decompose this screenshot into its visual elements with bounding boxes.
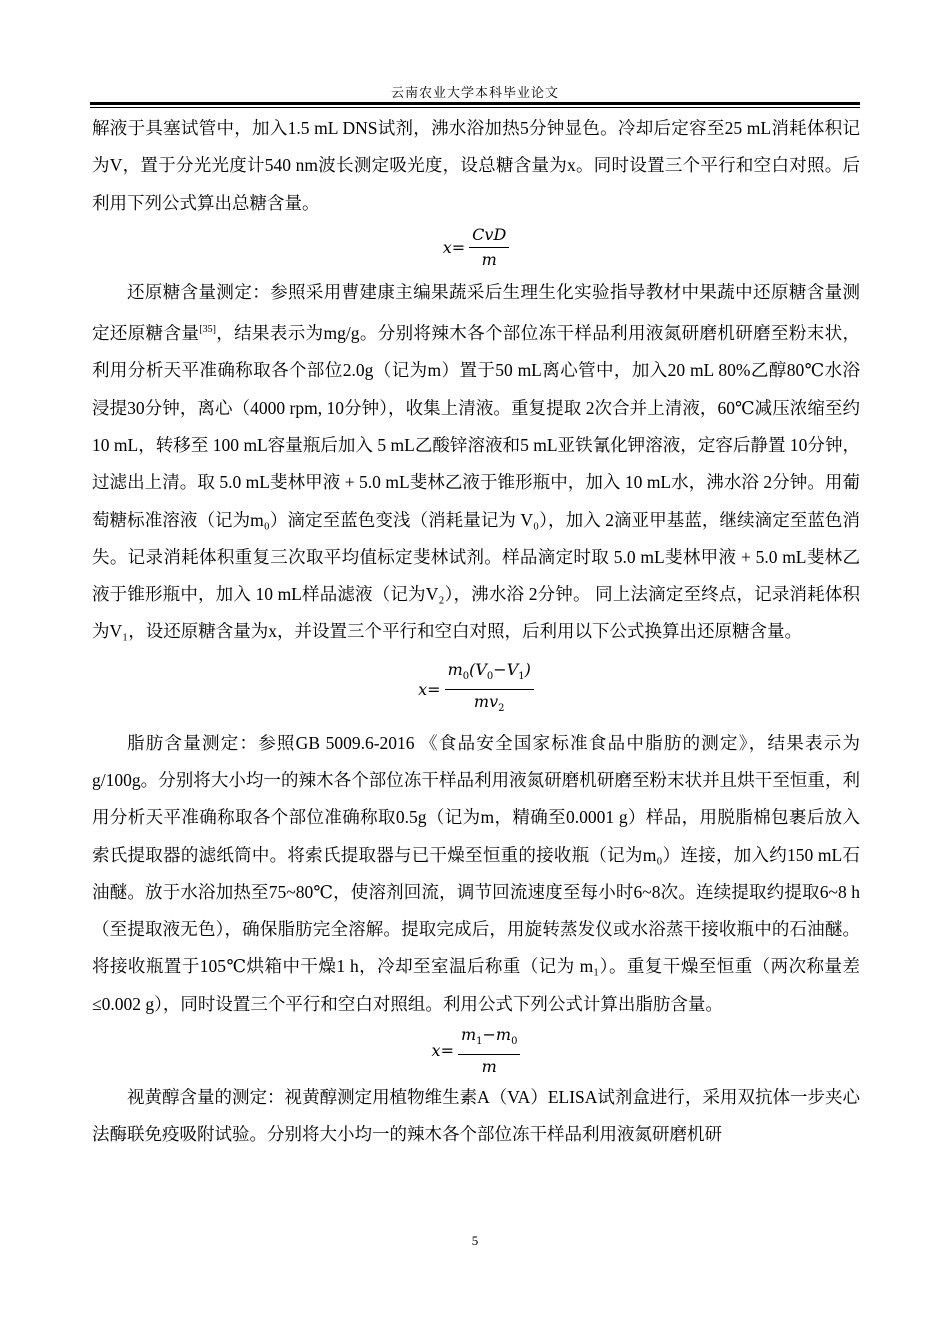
paragraph-fat: 脂肪含量测定：参照GB 5009.6-2016 《食品安全国家标准食品中脂肪的测定》，结果表示为g/100g。分别将大小均一的辣木各个部位冻干样品利用液氮研磨机研磨至粉末状并且烘干至恒重，利用分析天平准确称取各个部位准确称取0.5g（记为m，精确至0.0001 g）样品，用脱脂棉包裹后放入索氏提取器的滤纸筒中。将索氏提取器与已干燥至恒重的接收瓶（记为m₀）连接，加入约150 mL石油醚。放于水浴加热至75~80℃，使溶剂回流，调节回流速度至每小时6~8次。连续提取约提取6~8 h（至提取液无色），确保脂肪完全溶解。提取完成后，用旋转蒸发仪或水浴蒸干接收瓶中的石油醚。将接收瓶置于105℃烘箱中干燥1 h，冷却至室温后称重（记为 m₁）。重复干燥至恒重（两次称量差≤0.002 g），同时设置三个平行和空白对照组。利用公式下列公式计算出脂肪含量。 (92, 732, 860, 1014)
subscript: 0 (511, 1036, 518, 1048)
subscript: 0 (462, 671, 470, 683)
term: m (460, 1024, 477, 1044)
formula-equals: = (440, 1041, 454, 1061)
formula-equals: = (451, 238, 466, 258)
subscript: 2 (498, 703, 505, 715)
term: mv (473, 692, 499, 712)
term: m (447, 660, 463, 679)
formula-fraction (445, 660, 534, 719)
formula-fraction (458, 1025, 521, 1077)
formula-lhs: x (431, 1041, 441, 1061)
formula-numerator (458, 1025, 521, 1055)
document-body (92, 110, 860, 1154)
paragraph-reducing-sugar (92, 274, 860, 651)
term: −V (493, 660, 519, 679)
formula-lhs: x (442, 238, 452, 258)
subscript: 1 (518, 671, 525, 683)
formula-reducing-sugar (92, 655, 860, 725)
paragraph-total-sugar: 解液于具塞试管中，加入1.5 mL DNS试剂，沸水浴加热5分钟显色。冷却后定容至25 mL消耗体积记为V，置于分光光度计540 nm波长测定吸光度，设总糖含量为x。同时设置三个平行和空白对照。后利用下列公式算出总糖含量。 (92, 118, 860, 213)
formula-lhs: x (418, 680, 428, 700)
citation: [35] (199, 324, 216, 336)
formula-numerator: CvD (469, 225, 509, 248)
formula-equals: = (427, 680, 441, 700)
term: −m (482, 1024, 512, 1044)
formula-denominator: m (481, 1057, 497, 1077)
subscript: 0 (486, 671, 494, 683)
paragraph-text: ，结果表示为mg/g。分别将辣木各个部位冻干样品利用液氮研磨机研磨至粉末状，利用分析天平准确称取各个部位2.0g（记为m）置于50 mL离心管中，加入20 mL 80%乙醇80℃水浴浸提30分钟，离心（4000 rpm, 10分钟），收集上清液。重复提取 2次合并上清液，60℃减压浓缩至约 10 mL，转移至 100 mL容量瓶后加入 5 mL乙酸锌溶液和5 mL亚铁氰化钾溶液，定容后静置 10分钟，过滤出上清。取 5.0 mL斐林甲液 + 5.0 mL斐林乙液于锥形瓶中，加入 10 mL水，沸水浴 2分钟。用葡萄糖标准溶液（记为m₀）滴定至蓝色变浅（消耗量记为 V₀），加入 2滴亚甲基蓝，继续滴定至蓝色消失。记录消耗体积重复三次取平均值标定斐林试剂。样品滴定时取 5.0 mL斐林甲液 + 5.0 mL斐林乙液于锥形瓶中，加入 10 mL样品滤液（记为V₂），沸水浴 2分钟。 同上法滴定至终点，记录消耗体积为V₁，设还原糖含量为x，并设置三个平行和空白对照，后利用以下公式换算出还原糖含量。 (92, 323, 860, 642)
formula-fraction (469, 225, 509, 270)
formula-total-sugar (92, 222, 860, 274)
paragraph-text: 还原糖含量测定：参照采用曹建康主编果蔬采后生理生化实验指导教材中果蔬中还原糖含量测定还原糖含量 (92, 281, 860, 344)
formula-denominator: m (481, 250, 497, 270)
term: (V (469, 660, 487, 679)
page-header: 云南农业大学本科毕业论文 (390, 85, 559, 100)
subscript: 1 (476, 1036, 483, 1048)
header-rule-thick (90, 102, 860, 105)
formula-fat (92, 1023, 860, 1079)
page-number: 5 (471, 1233, 479, 1248)
term: ) (524, 660, 531, 679)
header-rule-thin (90, 107, 860, 108)
formula-denominator (474, 690, 505, 719)
paragraph-retinol: 视黄醇含量的测定：视黄醇测定用植物维生素A（VA）ELISA试剂盒进行，采用双抗体一步夹心法酶联免疫吸附试验。分别将大小均一的辣木各个部位冻干样品利用液氮研磨机研 (92, 1087, 860, 1145)
formula-numerator (445, 660, 534, 690)
